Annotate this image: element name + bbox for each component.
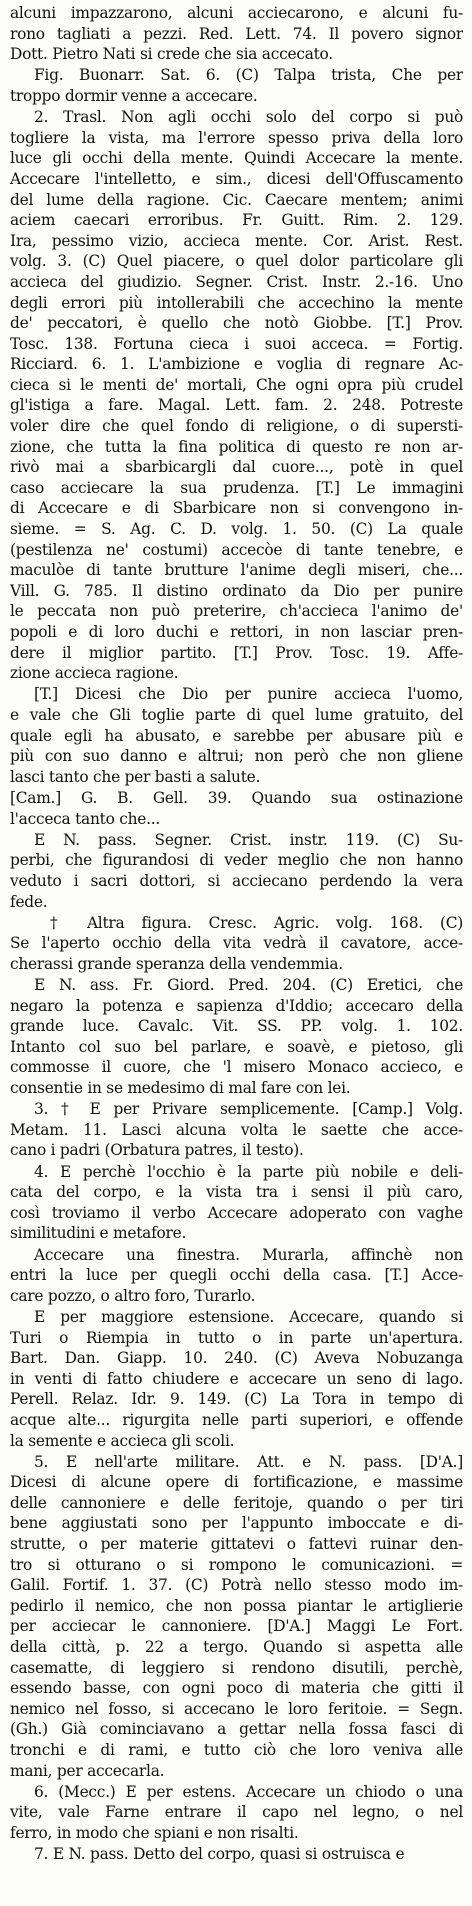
text-line: commosse il cuore, che 'l misero Monaco accieco, e	[10, 1058, 463, 1077]
dictionary-paragraph	[10, 1307, 463, 1451]
text-line: E per maggiore estensione. Accecare, quando si	[34, 1307, 463, 1326]
text-line: Se l'aperto occhio della vita vedrà il cavatore, acce-	[10, 934, 463, 953]
dictionary-paragraph	[10, 1844, 463, 1865]
text-line: Fig. Buonarr. Sat. 6. (C) Talpa trista, Che per	[34, 66, 463, 85]
text-line: nemico nel fosso, si accecano le loro feritoie. = Segn.	[10, 1699, 463, 1718]
text-line: Ira, pessimo vizio, accieca mente. Cor. Arist. Rest.	[10, 231, 463, 250]
text-line: degli errori più intollerabili che accechino la mente	[10, 293, 463, 312]
dictionary-paragraph	[10, 1162, 463, 1244]
text-line: tronchi e di rami, e tutto ciò che loro veniva alle	[10, 1741, 463, 1759]
text-line: dere il miglior partito. [T.] Prov. Tosc. 19. Affe-	[10, 643, 463, 662]
dictionary-paragraph	[10, 107, 463, 684]
text-line: de' peccatori, è quello che notò Giobbe. [T.] Prov.	[10, 314, 463, 333]
text-line: bene aggiustati sono per l'appunto imboccate e di-	[10, 1514, 463, 1533]
dictionary-paragraph	[10, 1782, 463, 1844]
text-line: cieca si le menti de' mortali, Che ogni opra più crudel	[10, 375, 463, 394]
text-line: la semente e accieca gli scoli.	[10, 1431, 235, 1450]
text-line: l'acceca tanto che...	[10, 809, 161, 828]
text-line: volg. 3. (C) Quel piacere, o quel dolor particolare gli	[10, 252, 463, 271]
text-line: Dicesi di alcune opere di fortificazione, e massime	[10, 1473, 463, 1492]
text-line: le peccata non può preterire, ch'accieca l'animo de'	[10, 602, 463, 621]
text-line: 2. Trasl. Non agli occhi solo del corpo si può	[34, 108, 463, 127]
text-line: 4. E perchè l'occhio è la parte più nobile e deli-	[34, 1162, 463, 1181]
text-line: e vale che Gli toglie parte di quel lume gratuito, del	[10, 705, 463, 724]
text-line: aciem caecari erroribus. Fr. Guitt. Rim. 2. 129.	[10, 211, 463, 230]
text-line: della città, p. 22 a tergo. Quando si aspetta alle	[10, 1638, 463, 1657]
text-line: perbi, che figurandosi di veder meglio che non hanno	[10, 851, 463, 870]
text-line: luce gli occhi della mente. Quindi Accecare la mente.	[10, 149, 463, 168]
text-line: Bart. Dan. Giapp. 10. 240. (C) Aveva Nobuzanga	[10, 1349, 463, 1368]
text-line: 7. E N. pass. Detto del corpo, quasi si ostruisca e	[34, 1845, 405, 1864]
dictionary-paragraph	[10, 3, 463, 65]
text-line: Galil. Fortif. 1. 37. (C) Potrà nello stesso modo im-	[10, 1576, 463, 1595]
text-line: caso acciecare la sua prudenza. [T.] Le immagini	[10, 478, 463, 497]
dictionary-paragraph	[10, 684, 463, 787]
text-line: (pestilenza ne' costumi) accecòe di tante tenebre, e	[10, 540, 463, 559]
text-line: alcuni impazzarono, alcuni acciecarono, e alcuni fu-	[10, 4, 463, 22]
text-line: mani, per accecarla.	[10, 1761, 165, 1780]
text-line: Ricciard. 6. 1. L'ambizione e voglia di regnare Ac-	[10, 355, 463, 374]
text-line: pedirlo il nemico, che non possa piantar le artiglierie	[10, 1596, 463, 1615]
text-line: del lume della ragione. Cic. Caecare mentem; animi	[10, 190, 463, 209]
text-line: entri la luce per quegli occhi della casa. [T.] Acce-	[10, 1266, 463, 1285]
text-line: 6. (Mecc.) E per estens. Accecare un chiodo o una	[34, 1782, 463, 1801]
text-line: [Cam.] G. B. Gell. 39. Quando sua ostinazione	[10, 788, 463, 807]
text-line: togliere la vista, ma l'errore spesso priva della loro	[10, 128, 463, 147]
text-line: zione accieca ragione.	[10, 664, 179, 683]
text-line: Accecare l'intelletto, e sim., dicesi dell'Offuscamento	[10, 169, 463, 188]
text-line: consentie in se medesimo di mal fare con lei.	[10, 1079, 351, 1098]
dictionary-paragraph	[10, 975, 463, 1099]
text-line: Perell. Relaz. Idr. 9. 149. (C) La Tora in tempo di	[10, 1390, 463, 1409]
text-line: cherassi grande speranza della vendemmia.	[10, 954, 343, 973]
text-line: [T.] Dicesi che Dio per punire accieca l'uomo,	[34, 685, 463, 704]
text-line: quale egli ha abusato, e sarebbe per abusare più e	[10, 726, 463, 745]
text-line: lasci tanto che per basti a salute.	[10, 767, 261, 786]
text-line: essendo basse, con ogni poco di materia che gitti il	[10, 1679, 463, 1698]
text-line: care pozzo, o altro foro, Turarlo.	[10, 1286, 256, 1305]
dictionary-paragraph	[10, 830, 463, 912]
text-line: maculòe di tante brutture l'anime degli miseri, che...	[10, 561, 463, 580]
text-line: Tosc. 138. Fortuna cieca i suoi acceca. = Fortig.	[10, 334, 463, 353]
text-line: gl'istiga a fare. Magal. Lett. fam. 2. 248. Potreste	[10, 396, 463, 415]
text-line: 3. † E per Privare semplicemente. [Camp.] Volg.	[34, 1100, 463, 1119]
text-line: Turi o Riempia in tutto o in parte un'apertura.	[10, 1328, 463, 1347]
text-line: casematte, di leggiero si rendono disutili, perchè,	[10, 1658, 463, 1677]
text-line: Vill. G. 785. Il distino ordinato da Dio per punire	[10, 581, 463, 600]
text-line: così troviamo il verbo Accecare adoperato con vaghe	[10, 1203, 463, 1222]
text-line: (Gh.) Già cominciavano a gettar nella fossa fasci di	[10, 1720, 463, 1739]
text-line: accieca del giudizio. Segner. Crist. Instr. 2.-16. Uno	[10, 272, 463, 291]
text-line: delle cannoniere e delle feritoje, quando o per tiri	[10, 1493, 463, 1512]
text-line: Accecare una finestra. Murarla, affinchè non	[34, 1245, 463, 1264]
text-line: vite, vale Farne entrare il capo nel legno, o nel	[10, 1803, 463, 1822]
dictionary-paragraph	[10, 913, 463, 975]
text-line: Intanto col suo bel parlare, e soavè, e pietoso, gli	[10, 1037, 463, 1056]
dictionary-paragraph	[10, 1452, 463, 1782]
text-line: zione, che tutta la fina politica di questo re non ar-	[10, 437, 463, 456]
text-line: strutte, o per materie gittatevi o fattevi ruinar den-	[10, 1535, 463, 1554]
text-line: E N. ass. Fr. Giord. Pred. 204. (C) Eretici, che	[34, 976, 463, 995]
text-line: similitudini e metafore.	[10, 1224, 187, 1243]
text-line: negaro la potenza e sapienza d'Iddio; accecaro della	[10, 996, 463, 1015]
dictionary-paragraph	[10, 65, 463, 106]
text-line: ferro, in modo che spiani e non risalti.	[10, 1823, 299, 1842]
text-line: popoli e di loro duchi e rettori, in non lasciar pren-	[10, 623, 463, 641]
text-line: 5. E nell'arte militare. Att. e N. pass. [D'A.]	[34, 1452, 463, 1471]
text-line: grande luce. Cavalc. Vit. SS. PP. volg. 1. 102.	[10, 1017, 463, 1036]
text-line: rivò mai a sbarbicargli dal cuore..., potè in quel	[10, 458, 463, 477]
dictionary-paragraph	[10, 788, 463, 829]
dictionary-paragraph	[10, 1245, 463, 1307]
text-line: più con suo danno e altrui; non però che non gliene	[10, 747, 463, 766]
text-line: E N. pass. Segner. Crist. instr. 119. (C) Su-	[34, 830, 463, 849]
text-line: tro si otturano o si rompono le comunicazioni. =	[10, 1555, 463, 1574]
text-line: di Accecare e di Sbarbicare non si convengono in-	[10, 499, 463, 518]
text-line: sieme. = S. Ag. C. D. volg. 1. 50. (C) La quale	[10, 520, 463, 539]
text-line: rono tagliati a pezzi. Red. Lett. 74. Il povero signor	[10, 24, 463, 43]
dictionary-paragraph	[10, 1099, 463, 1161]
text-line: † Altra figura. Cresc. Agric. volg. 168. (C)	[50, 913, 463, 932]
text-line: voler dire che quel fondo di religione, o di supersti-	[10, 417, 463, 436]
text-line: veduto i sacri dottori, si acciecano perdendo la vera	[10, 871, 463, 890]
text-line: fede.	[10, 892, 48, 911]
text-line: cano i padri (Orbatura patres, il testo).	[10, 1141, 304, 1160]
text-line: cata del corpo, e la vista tra i sensi il più caro,	[10, 1183, 463, 1202]
text-line: troppo dormir venne a accecare.	[10, 86, 258, 105]
text-line: Metam. 11. Lasci alcuna volta le saette che acce-	[10, 1120, 463, 1139]
text-line: per acciecar le cannoniere. [D'A.] Maggi Le Fort.	[10, 1617, 463, 1636]
text-line: acque alte... rigurgita nelle parti superiori, e offende	[10, 1410, 463, 1429]
text-line: in venti di fatto chiudere e accecare un seno di lago.	[10, 1369, 463, 1388]
text-line: Dott. Pietro Nati si crede che sia accecato.	[10, 45, 333, 64]
